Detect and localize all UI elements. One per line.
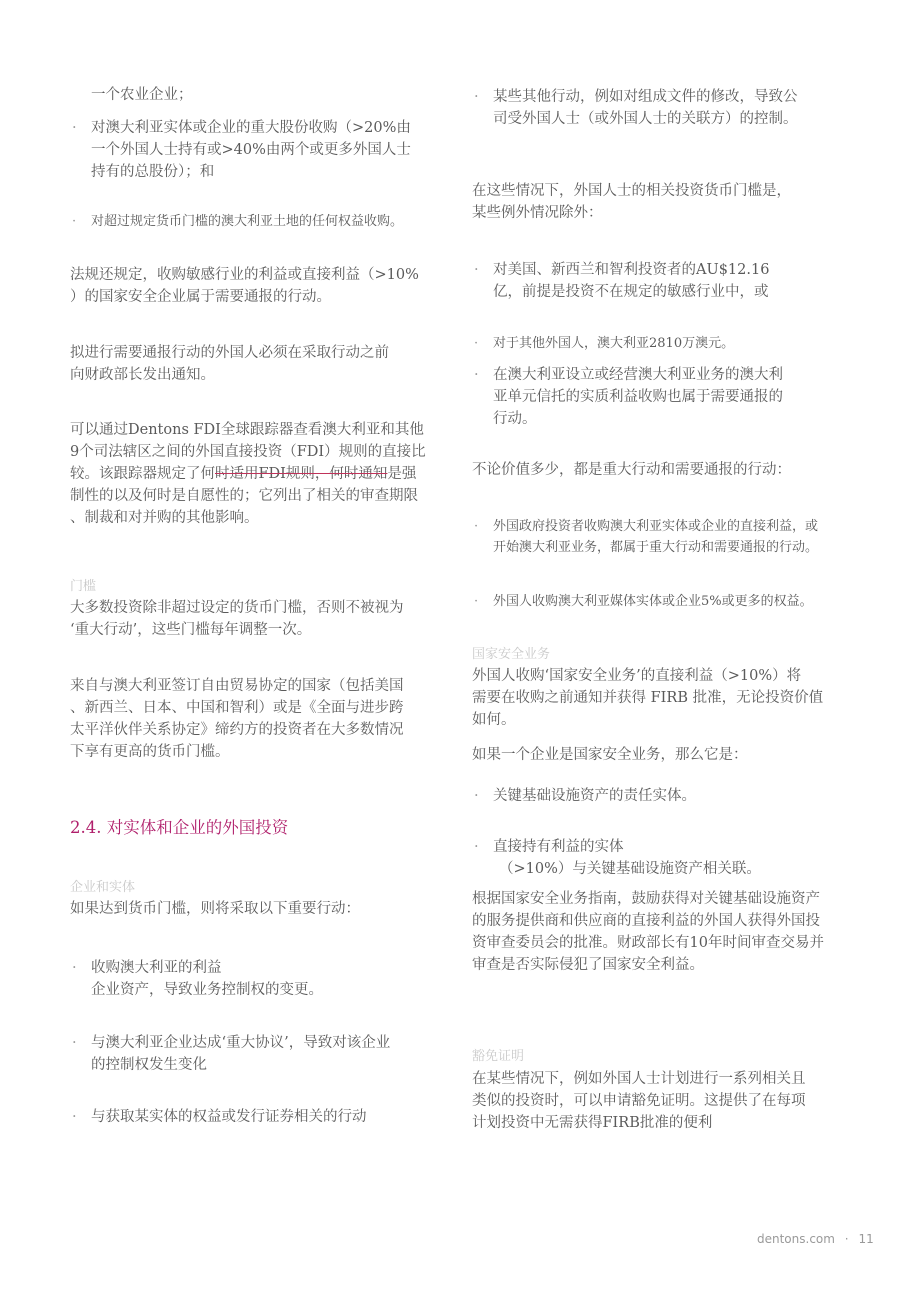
- paragraph: 法规还规定，收购敏感行业的利益或直接利益（>10% ）的国家安全企业属于需要通报的行动。: [70, 267, 419, 305]
- list-item: · 与获取某实体的权益或发行证券相关的行动: [72, 1109, 367, 1125]
- bullet-continuation: 一个农业企业；: [91, 87, 193, 103]
- struck-text: 时适用FDI规则，何时通知: [215, 466, 388, 482]
- paragraph: 如果一个企业是国家安全业务，那么它是：: [472, 747, 748, 763]
- list-item: · 收购澳大利亚的利益 企业资产，导致业务控制权的变更。: [72, 960, 323, 998]
- paragraph: 外国人收购‘国家安全业务’的直接利益（>10%）将 需要在收购之前通知并获得 FIRB 批准，无论投资价值 如何。: [472, 668, 824, 728]
- list-item: · 对澳大利亚实体或企业的重大股份收购（>20%由 一个外国人士持有或>40%由两个或更多外国人士 持有的总股份）；和: [72, 120, 411, 180]
- paragraph: 如果达到货币门槛，则将采取以下重要行动：: [70, 901, 360, 917]
- list-item: · 直接持有利益的实体 （>10%）与关键基础设施资产相关联。: [474, 839, 761, 877]
- list-item: · 外国政府投资者收购澳大利亚实体或企业的直接利益，或 开始澳大利亚业务，都属于重大行动和需要通报的行动。: [474, 519, 819, 555]
- list-item: · 外国人收购澳大利亚媒体实体或企业5%或更多的权益。: [474, 594, 813, 609]
- paragraph: 拟进行需要通报行动的外国人必须在采取行动之前 向财政部长发出通知。: [70, 345, 389, 383]
- site-link[interactable]: dentons.com: [757, 1232, 835, 1246]
- paragraph: 不论价值多少，都是重大行动和需要通报的行动：: [472, 462, 791, 478]
- page-number: 11: [858, 1232, 874, 1246]
- list-item: · 对美国、新西兰和智利投资者的AU$12.16 亿，前提是投资不在规定的敏感行业中，或: [474, 262, 770, 300]
- fdi-tracker-paragraph: 可以通过Dentons FDI全球跟踪器查看澳大利亚和其他 9个司法辖区之间的外国直接投资（FDI）规则的直接比 较。该跟踪器规定了何时适用FDI规则，何时通知是强 制性的以及何时是自愿性的；它列出了相关的审查期限 、制裁和对并购的其他影响。: [70, 422, 426, 526]
- list-item: · 对于其他外国人，澳大利亚2810万澳元。: [474, 336, 735, 351]
- list-item: · 对超过规定货币门槛的澳大利亚土地的任何权益收购。: [72, 214, 404, 229]
- paragraph: 大多数投资除非超过设定的货币门槛，否则不被视为 ‘重大行动’，这些门槛每年调整一次。: [70, 600, 404, 638]
- list-item: · 与澳大利亚企业达成‘重大协议’，导致对该企业 的控制权发生变化: [72, 1035, 391, 1073]
- section-label: 门槛: [70, 579, 97, 594]
- paragraph: 来自与澳大利亚签订自由贸易协定的国家（包括美国 、新西兰、日本、中国和智利）或是《全面与进步跨 太平洋伙伴关系协定》缔约方的投资者在大多数情况 下享有更高的货币门槛。: [70, 678, 404, 760]
- section-heading: 2.4. 对实体和企业的外国投资: [70, 818, 289, 837]
- section-label: 企业和实体: [70, 880, 136, 895]
- list-item: · 在澳大利亚设立或经营澳大利亚业务的澳大利 亚单元信托的实质利益收购也属于需要通报的 行动。: [474, 367, 783, 427]
- list-item: · 某些其他行动，例如对组成文件的修改，导致公 司受外国人士（或外国人士的关联方）的控制。: [474, 89, 798, 127]
- paragraph: 在这些情况下，外国人士的相关投资货币门槛是， 某些例外情况除外：: [472, 183, 791, 221]
- section-label: 豁免证明: [472, 1049, 525, 1064]
- page-footer: [757, 1232, 874, 1246]
- paragraph: 在某些情况下，例如外国人士计划进行一系列相关且 类似的投资时，可以申请豁免证明。这提供了在每项 计划投资中无需获得FIRB批准的便利: [472, 1071, 806, 1131]
- section-label: 国家安全业务: [472, 647, 551, 662]
- footer-separator: ·: [844, 1232, 849, 1246]
- paragraph: 根据国家安全业务指南，鼓励获得对关键基础设施资产 的服务提供商和供应商的直接利益的外国人获得外国投 资审查委员会的批准。财政部长有10年时间审查交易并 审查是否实际侵犯了国家安全利益。: [472, 891, 824, 973]
- list-item: · 关键基础设施资产的责任实体。: [474, 788, 696, 804]
